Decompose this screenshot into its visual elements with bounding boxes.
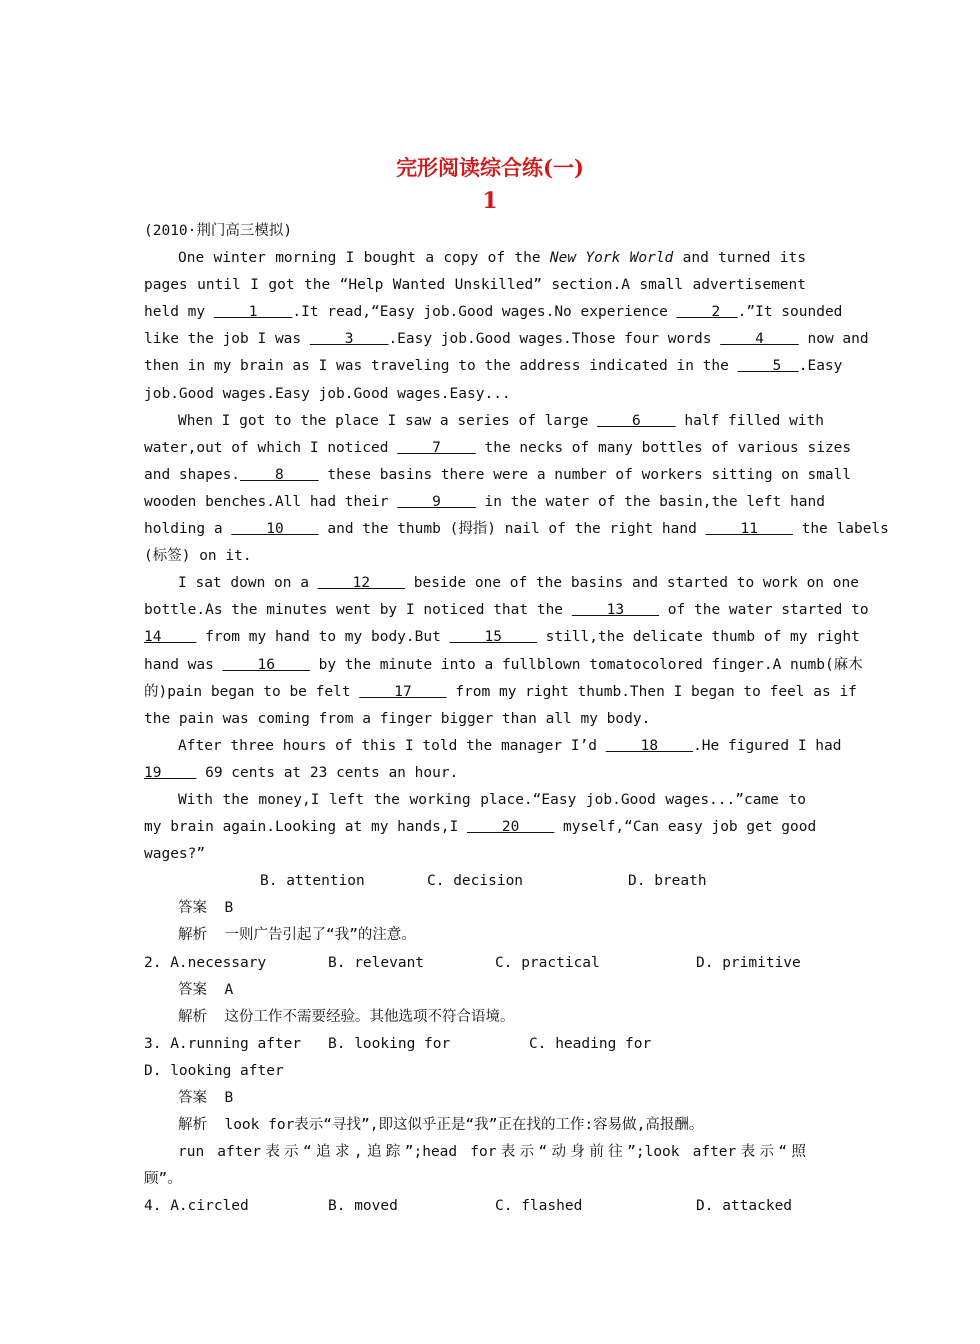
paragraph-2 <box>144 408 889 571</box>
passage-text: still,the delicate thumb of my right <box>536 629 860 646</box>
question-3-analysis: 解析 look for表示“寻找”,即这似乎正是“我”正在找的工作:容易做,高报酬。 <box>178 1117 704 1134</box>
blank-number: 19 <box>144 764 197 781</box>
passage-text: and shapes. <box>144 466 241 483</box>
passage-text: wooden benches.All had their <box>144 493 398 510</box>
passage-text: .Easy <box>798 358 843 375</box>
blank-number: 10 <box>231 521 319 538</box>
option-a: 2. A.necessary <box>144 954 267 971</box>
option-c: C. flashed <box>495 1198 583 1215</box>
question-1-options <box>144 868 806 895</box>
blank-number: 2 <box>676 304 738 321</box>
passage-text: hand was <box>144 656 223 673</box>
paragraph-4 <box>144 733 842 787</box>
option-b: B. moved <box>328 1198 398 1215</box>
paragraph-1 <box>144 245 869 408</box>
passage-text: .He figured I had <box>693 737 842 754</box>
blank-number: 5 <box>737 358 799 375</box>
blank-number: 7 <box>397 439 476 456</box>
option-a: 4. A.circled <box>144 1198 249 1215</box>
option-b: B. relevant <box>328 954 425 971</box>
paragraph-5 <box>144 787 817 868</box>
passage-text: .Easy job.Good wages.Those four words <box>388 331 721 348</box>
passage-text: When I got to the place I saw a series of large <box>178 412 598 429</box>
passage-line <box>144 299 843 326</box>
blank-number: 6 <box>597 412 676 429</box>
blank-number: 11 <box>705 521 793 538</box>
passage-text: half filled with <box>675 412 825 429</box>
passage-text: job.Good wages.Easy job.Good wages.Easy... <box>144 385 511 402</box>
passage-text: then in my brain as I was traveling to the address indicated in the <box>144 358 738 375</box>
blank-number: 14 <box>144 629 197 646</box>
passage-text: water,out of which I noticed <box>144 439 398 456</box>
blank-number: 20 <box>467 819 555 836</box>
passage-line <box>144 841 806 868</box>
passage-text: held my <box>144 304 214 321</box>
blank-number: 4 <box>720 331 799 348</box>
paragraph-3 <box>144 570 869 733</box>
passage-text: After three hours of this I told the manager I’d <box>178 737 606 754</box>
passage-text: the necks of many bottles of various sizes <box>475 439 852 456</box>
passage-text: With the money,I left the working place.“Easy job.Good wages...”came to <box>178 791 806 808</box>
blank-number: 3 <box>309 331 389 348</box>
question-3-options <box>144 1031 806 1058</box>
question-3-answer: 答案 B <box>178 1090 234 1106</box>
passage-line <box>144 272 806 299</box>
blank-number: 18 <box>605 737 694 754</box>
option-c: C. decision <box>427 873 524 890</box>
passage-text: myself,“Can easy job get good <box>554 819 817 836</box>
passage-text: .”It sounded <box>737 304 843 321</box>
question-1-analysis: 解析 一则广告引起了“我”的注意。 <box>178 927 416 944</box>
passage-text: 69 cents at 23 cents an hour. <box>196 764 459 781</box>
option-b: B. attention <box>260 873 365 890</box>
passage-line <box>144 435 852 462</box>
passage-line <box>144 814 817 841</box>
passage-line <box>144 624 860 651</box>
passage-line <box>144 462 852 489</box>
passage-text: in the water of the basin,the left hand <box>475 493 825 510</box>
passage-line <box>144 733 842 760</box>
blank-number: 8 <box>240 466 319 483</box>
passage-line <box>144 326 869 353</box>
blank-number: 17 <box>359 683 447 700</box>
passage-text: and the thumb (拇指) nail of the right hand <box>318 521 706 538</box>
passage-line <box>144 679 857 706</box>
passage-line <box>144 245 806 272</box>
question-3-option-d: D. looking after <box>144 1062 284 1079</box>
source-note: (2010·荆门高三模拟) <box>144 223 293 239</box>
passage-text: beside one of the basins and started to work on one <box>405 575 859 592</box>
blank-number: 15 <box>449 629 537 646</box>
passage <box>144 245 889 868</box>
passage-text: like the job I was <box>144 331 310 348</box>
question-2-analysis: 解析 这份工作不需要经验。其他选项不符合语境。 <box>178 1008 515 1025</box>
question-2-options <box>144 950 806 977</box>
passage-line <box>144 353 843 380</box>
passage-line <box>144 408 825 435</box>
passage-text: One winter morning I bought a copy of the <box>178 250 550 267</box>
passage-line <box>144 760 806 787</box>
document-title: 完形阅读综合练(一) <box>396 155 584 180</box>
option-a: 3. A.running after <box>144 1035 302 1052</box>
question-4-options <box>144 1193 806 1220</box>
option-c: C. heading for <box>529 1035 652 1052</box>
passage-text: now and <box>798 331 869 348</box>
passage-text: pages until I got the “Help Wanted Unskilled” section.A small advertisement <box>144 277 806 294</box>
passage-text: bottle.As the minutes went by I noticed that the <box>144 602 572 619</box>
passage-text: I sat down on a <box>178 575 318 592</box>
passage-line <box>144 489 825 516</box>
passage-text: wages?” <box>144 846 206 863</box>
passage-line <box>144 787 806 814</box>
blank-number: 12 <box>317 575 405 592</box>
passage-text: .It read,“Easy job.Good wages.No experience <box>292 304 677 321</box>
passage-text: and turned its <box>673 250 806 267</box>
question-1-answer: 答案 B <box>178 900 234 917</box>
blank-number: 16 <box>222 656 310 673</box>
passage-text: the labels <box>792 521 889 538</box>
document-subtitle: 1 <box>482 188 498 214</box>
question-3-analysis-cont: run after表示“追求,追踪”;head for表示“动身前往”;look after表示“照 <box>178 1144 806 1161</box>
option-d: D. attacked <box>696 1198 793 1215</box>
passage-text: 的)pain began to be felt <box>144 683 360 700</box>
passage-line <box>144 652 863 679</box>
blank-number: 9 <box>397 493 476 510</box>
passage-line <box>144 381 806 408</box>
passage-text: these basins there were a number of workers sitting on small <box>318 466 852 483</box>
passage-text: New York World <box>549 250 674 267</box>
passage-text: (标签) on it. <box>144 548 252 565</box>
document-body <box>144 218 889 1220</box>
option-d: D. breath <box>628 873 707 890</box>
option-d: D. primitive <box>696 954 801 971</box>
passage-text: from my right thumb.Then I began to feel as if <box>446 683 857 700</box>
passage-line <box>144 516 889 543</box>
option-c: C. practical <box>495 954 600 971</box>
passage-line <box>144 543 806 570</box>
passage-text: holding a <box>144 521 232 538</box>
blank-number: 1 <box>213 304 293 321</box>
passage-text: of the water started to <box>659 602 869 619</box>
passage-text: from my hand to my body.But <box>196 629 450 646</box>
passage-line <box>144 597 869 624</box>
question-2-answer: 答案 A <box>178 981 234 998</box>
passage-text: my brain again.Looking at my hands,I <box>144 819 468 836</box>
option-b: B. looking for <box>328 1035 451 1052</box>
passage-text: the pain was coming from a finger bigger than all my body. <box>144 710 651 727</box>
blank-number: 13 <box>571 602 660 619</box>
passage-text: by the minute into a fullblown tomatocolored finger.A numb(麻木 <box>309 656 863 673</box>
passage-line <box>144 570 859 597</box>
passage-line <box>144 706 806 733</box>
question-3-analysis-end: 顾”。 <box>144 1171 182 1188</box>
